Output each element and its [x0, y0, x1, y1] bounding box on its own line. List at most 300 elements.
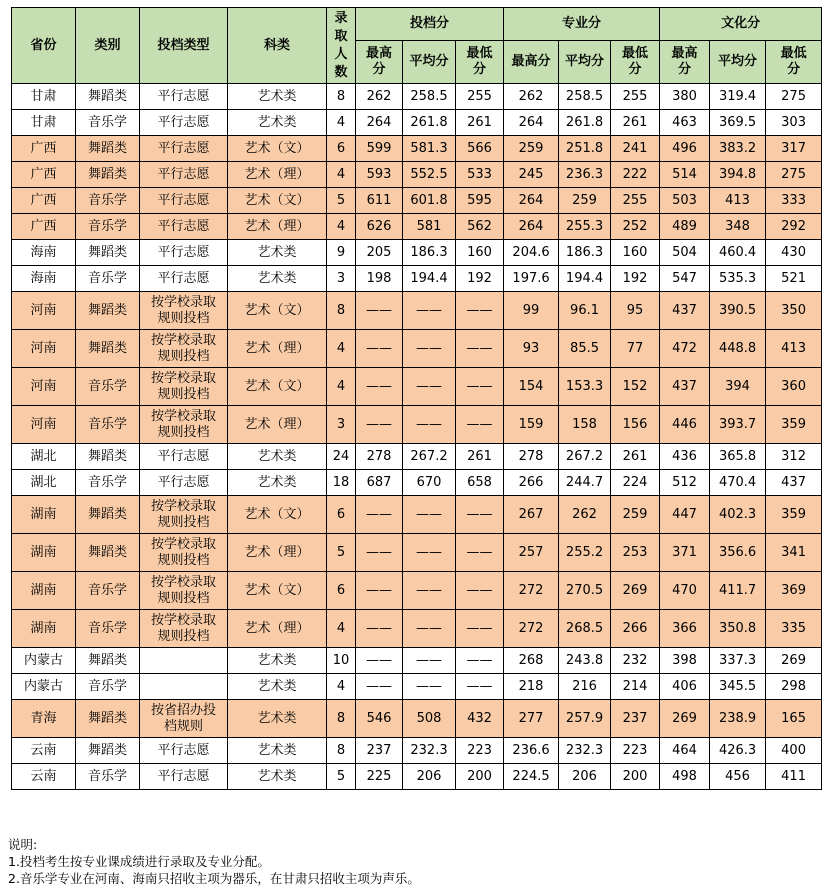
cell-wenhua-min: 411 — [766, 764, 822, 790]
cell-zhuanye-avg: 206 — [559, 764, 611, 790]
cell-subject-type: 艺术类 — [228, 700, 327, 738]
cell-admission-type — [140, 674, 228, 700]
cell-enrolled: 5 — [327, 188, 356, 214]
cell-admission-type: 按学校录取规则投档 — [140, 572, 228, 610]
cell-zhuanye-min: 252 — [611, 214, 660, 240]
cell-zhuanye-max: 259 — [504, 136, 559, 162]
cell-subject-type: 艺术类 — [228, 470, 327, 496]
note-item: 1.投档考生按专业课成绩进行录取及专业分配。 — [8, 854, 270, 869]
cell-subject-type: 艺术（理） — [228, 534, 327, 572]
cell-province: 河南 — [12, 330, 76, 368]
cell-admission-type: 平行志愿 — [140, 162, 228, 188]
cell-zhuanye-min: 253 — [611, 534, 660, 572]
cell-wenhua-min: 413 — [766, 330, 822, 368]
cell-toudang-min: 261 — [456, 444, 504, 470]
cell-admission-type: 平行志愿 — [140, 266, 228, 292]
cell-zhuanye-avg: 158 — [559, 406, 611, 444]
cell-zhuanye-avg: 236.3 — [559, 162, 611, 188]
cell-zhuanye-min: 232 — [611, 648, 660, 674]
cell-zhuanye-max: 264 — [504, 188, 559, 214]
cell-toudang-max: 593 — [356, 162, 403, 188]
cell-zhuanye-max: 278 — [504, 444, 559, 470]
cell-enrolled: 4 — [327, 610, 356, 648]
cell-category: 舞蹈类 — [76, 534, 140, 572]
cell-wenhua-min: 341 — [766, 534, 822, 572]
cell-toudang-avg: 232.3 — [403, 738, 456, 764]
cell-zhuanye-avg: 194.4 — [559, 266, 611, 292]
cell-toudang-max: —— — [356, 674, 403, 700]
cell-toudang-max: 225 — [356, 764, 403, 790]
cell-subject-type: 艺术（文） — [228, 572, 327, 610]
cell-subject-type: 艺术（文） — [228, 292, 327, 330]
cell-wenhua-min: 335 — [766, 610, 822, 648]
cell-toudang-avg: 508 — [403, 700, 456, 738]
cell-category: 舞蹈类 — [76, 330, 140, 368]
cell-toudang-max: —— — [356, 292, 403, 330]
cell-zhuanye-max: 197.6 — [504, 266, 559, 292]
header-toudang-max: 最高分 — [356, 41, 403, 84]
cell-category: 舞蹈类 — [76, 444, 140, 470]
cell-admission-type: 平行志愿 — [140, 470, 228, 496]
cell-wenhua-avg: 337.3 — [710, 648, 766, 674]
cell-toudang-avg: —— — [403, 610, 456, 648]
cell-wenhua-max: 464 — [660, 738, 710, 764]
cell-wenhua-max: 269 — [660, 700, 710, 738]
cell-enrolled: 10 — [327, 648, 356, 674]
cell-zhuanye-avg: 85.5 — [559, 330, 611, 368]
cell-toudang-avg: 581.3 — [403, 136, 456, 162]
cell-zhuanye-min: 269 — [611, 572, 660, 610]
cell-zhuanye-min: 152 — [611, 368, 660, 406]
cell-category: 音乐学 — [76, 674, 140, 700]
cell-subject-type: 艺术类 — [228, 84, 327, 110]
cell-zhuanye-max: 154 — [504, 368, 559, 406]
table-row — [12, 136, 822, 162]
cell-enrolled: 8 — [327, 738, 356, 764]
cell-zhuanye-min: 237 — [611, 700, 660, 738]
cell-zhuanye-max: 99 — [504, 292, 559, 330]
cell-province: 广西 — [12, 162, 76, 188]
cell-admission-type: 按省招办投档规则 — [140, 700, 228, 738]
cell-zhuanye-max: 204.6 — [504, 240, 559, 266]
cell-zhuanye-max: 264 — [504, 110, 559, 136]
header-wenhua-max: 最高分 — [660, 41, 710, 84]
cell-province: 广西 — [12, 136, 76, 162]
table-row — [12, 444, 822, 470]
table-row — [12, 368, 822, 406]
notes — [8, 836, 420, 887]
cell-wenhua-max: 436 — [660, 444, 710, 470]
cell-toudang-min: 261 — [456, 110, 504, 136]
cell-toudang-avg: —— — [403, 368, 456, 406]
table-row — [12, 496, 822, 534]
cell-wenhua-min: 312 — [766, 444, 822, 470]
cell-toudang-min: 566 — [456, 136, 504, 162]
cell-toudang-avg: 670 — [403, 470, 456, 496]
cell-toudang-max: 237 — [356, 738, 403, 764]
table-row — [12, 240, 822, 266]
cell-province: 河南 — [12, 406, 76, 444]
cell-wenhua-min: 521 — [766, 266, 822, 292]
cell-wenhua-avg: 394.8 — [710, 162, 766, 188]
cell-zhuanye-min: 77 — [611, 330, 660, 368]
cell-wenhua-avg: 402.3 — [710, 496, 766, 534]
header-wenhua-avg: 平均分 — [710, 41, 766, 84]
cell-subject-type: 艺术类 — [228, 648, 327, 674]
cell-enrolled: 8 — [327, 700, 356, 738]
table-row — [12, 110, 822, 136]
cell-toudang-min: —— — [456, 368, 504, 406]
cell-toudang-min: —— — [456, 330, 504, 368]
cell-wenhua-avg: 319.4 — [710, 84, 766, 110]
cell-zhuanye-min: 223 — [611, 738, 660, 764]
cell-wenhua-min: 275 — [766, 162, 822, 188]
cell-zhuanye-min: 259 — [611, 496, 660, 534]
header-admission-type: 投档类型 — [140, 8, 228, 84]
cell-admission-type: 平行志愿 — [140, 444, 228, 470]
cell-toudang-min: 223 — [456, 738, 504, 764]
cell-category: 舞蹈类 — [76, 292, 140, 330]
table-row — [12, 700, 822, 738]
header-zhuanye-max: 最高分 — [504, 41, 559, 84]
cell-zhuanye-max: 224.5 — [504, 764, 559, 790]
cell-wenhua-avg: 383.2 — [710, 136, 766, 162]
cell-wenhua-max: 489 — [660, 214, 710, 240]
cell-admission-type: 按学校录取规则投档 — [140, 496, 228, 534]
cell-wenhua-min: 303 — [766, 110, 822, 136]
cell-wenhua-min: 165 — [766, 700, 822, 738]
cell-wenhua-max: 437 — [660, 368, 710, 406]
cell-toudang-min: —— — [456, 648, 504, 674]
cell-province: 广西 — [12, 188, 76, 214]
cell-toudang-max: 611 — [356, 188, 403, 214]
cell-zhuanye-max: 272 — [504, 572, 559, 610]
cell-subject-type: 艺术类 — [228, 266, 327, 292]
cell-toudang-min: —— — [456, 406, 504, 444]
cell-category: 音乐学 — [76, 214, 140, 240]
cell-subject-type: 艺术类 — [228, 764, 327, 790]
cell-enrolled: 4 — [327, 110, 356, 136]
cell-enrolled: 6 — [327, 136, 356, 162]
note-item: 2.音乐学专业在河南、海南只招收主项为器乐，在甘肃只招收主项为声乐。 — [8, 871, 420, 886]
cell-enrolled: 6 — [327, 496, 356, 534]
header-wenhua-group: 文化分 — [660, 8, 822, 41]
cell-toudang-max: —— — [356, 496, 403, 534]
cell-zhuanye-max: 218 — [504, 674, 559, 700]
cell-toudang-avg: 267.2 — [403, 444, 456, 470]
cell-zhuanye-min: 255 — [611, 188, 660, 214]
cell-toudang-avg: 186.3 — [403, 240, 456, 266]
cell-admission-type: 平行志愿 — [140, 84, 228, 110]
cell-wenhua-min: 430 — [766, 240, 822, 266]
cell-province: 甘肃 — [12, 84, 76, 110]
table-row — [12, 84, 822, 110]
cell-zhuanye-min: 266 — [611, 610, 660, 648]
cell-admission-type: 平行志愿 — [140, 136, 228, 162]
cell-province: 湖南 — [12, 610, 76, 648]
cell-wenhua-max: 547 — [660, 266, 710, 292]
cell-admission-type: 按学校录取规则投档 — [140, 292, 228, 330]
cell-zhuanye-min: 261 — [611, 444, 660, 470]
cell-category: 舞蹈类 — [76, 700, 140, 738]
cell-toudang-min: 533 — [456, 162, 504, 188]
cell-toudang-avg: 206 — [403, 764, 456, 790]
cell-toudang-max: 205 — [356, 240, 403, 266]
table-body — [12, 84, 822, 790]
cell-wenhua-max: 503 — [660, 188, 710, 214]
cell-category: 音乐学 — [76, 188, 140, 214]
cell-wenhua-avg: 369.5 — [710, 110, 766, 136]
cell-category: 舞蹈类 — [76, 162, 140, 188]
cell-enrolled: 4 — [327, 368, 356, 406]
cell-toudang-avg: —— — [403, 572, 456, 610]
cell-toudang-max: —— — [356, 330, 403, 368]
cell-zhuanye-min: 222 — [611, 162, 660, 188]
cell-toudang-max: —— — [356, 648, 403, 674]
cell-toudang-min: —— — [456, 496, 504, 534]
cell-wenhua-avg: 460.4 — [710, 240, 766, 266]
cell-wenhua-max: 406 — [660, 674, 710, 700]
cell-province: 湖南 — [12, 534, 76, 572]
cell-wenhua-avg: 350.8 — [710, 610, 766, 648]
cell-wenhua-max: 380 — [660, 84, 710, 110]
cell-wenhua-min: 350 — [766, 292, 822, 330]
cell-wenhua-max: 398 — [660, 648, 710, 674]
cell-toudang-max: 687 — [356, 470, 403, 496]
cell-category: 舞蹈类 — [76, 496, 140, 534]
cell-toudang-min: 192 — [456, 266, 504, 292]
cell-toudang-avg: 581 — [403, 214, 456, 240]
cell-subject-type: 艺术（文） — [228, 136, 327, 162]
cell-toudang-min: 160 — [456, 240, 504, 266]
cell-category: 音乐学 — [76, 110, 140, 136]
cell-zhuanye-max: 257 — [504, 534, 559, 572]
cell-province: 湖南 — [12, 572, 76, 610]
cell-wenhua-avg: 348 — [710, 214, 766, 240]
cell-toudang-avg: —— — [403, 534, 456, 572]
cell-wenhua-min: 359 — [766, 496, 822, 534]
header-toudang-avg: 平均分 — [403, 41, 456, 84]
cell-wenhua-min: 400 — [766, 738, 822, 764]
cell-wenhua-max: 496 — [660, 136, 710, 162]
cell-zhuanye-min: 160 — [611, 240, 660, 266]
cell-wenhua-avg: 238.9 — [710, 700, 766, 738]
table-row — [12, 572, 822, 610]
table-row — [12, 266, 822, 292]
table-row — [12, 764, 822, 790]
cell-zhuanye-avg: 216 — [559, 674, 611, 700]
cell-toudang-avg: —— — [403, 292, 456, 330]
cell-toudang-max: —— — [356, 534, 403, 572]
cell-category: 舞蹈类 — [76, 738, 140, 764]
cell-admission-type: 按学校录取规则投档 — [140, 406, 228, 444]
table-row — [12, 162, 822, 188]
cell-zhuanye-avg: 232.3 — [559, 738, 611, 764]
cell-subject-type: 艺术（理） — [228, 162, 327, 188]
cell-wenhua-min: 269 — [766, 648, 822, 674]
cell-enrolled: 4 — [327, 162, 356, 188]
header-wenhua-min: 最低分 — [766, 41, 822, 84]
cell-wenhua-max: 512 — [660, 470, 710, 496]
cell-wenhua-avg: 411.7 — [710, 572, 766, 610]
cell-wenhua-min: 359 — [766, 406, 822, 444]
cell-toudang-min: 562 — [456, 214, 504, 240]
cell-enrolled: 4 — [327, 674, 356, 700]
cell-wenhua-avg: 535.3 — [710, 266, 766, 292]
cell-subject-type: 艺术（文） — [228, 496, 327, 534]
cell-wenhua-avg: 393.7 — [710, 406, 766, 444]
cell-zhuanye-avg: 255.2 — [559, 534, 611, 572]
cell-enrolled: 6 — [327, 572, 356, 610]
cell-zhuanye-avg: 96.1 — [559, 292, 611, 330]
cell-zhuanye-max: 93 — [504, 330, 559, 368]
table-row — [12, 648, 822, 674]
cell-admission-type: 平行志愿 — [140, 110, 228, 136]
cell-toudang-max: 626 — [356, 214, 403, 240]
table-row — [12, 292, 822, 330]
cell-zhuanye-avg: 262 — [559, 496, 611, 534]
header-toudang-min: 最低分 — [456, 41, 504, 84]
cell-admission-type: 按学校录取规则投档 — [140, 368, 228, 406]
cell-zhuanye-min: 214 — [611, 674, 660, 700]
cell-wenhua-max: 446 — [660, 406, 710, 444]
cell-admission-type: 平行志愿 — [140, 764, 228, 790]
cell-wenhua-avg: 356.6 — [710, 534, 766, 572]
cell-toudang-min: —— — [456, 572, 504, 610]
cell-toudang-max: —— — [356, 406, 403, 444]
cell-subject-type: 艺术（理） — [228, 610, 327, 648]
cell-subject-type: 艺术（理） — [228, 330, 327, 368]
cell-category: 音乐学 — [76, 572, 140, 610]
cell-subject-type: 艺术类 — [228, 444, 327, 470]
table-row — [12, 470, 822, 496]
cell-wenhua-avg: 390.5 — [710, 292, 766, 330]
cell-wenhua-min: 317 — [766, 136, 822, 162]
header-zhuanye-group: 专业分 — [504, 8, 660, 41]
cell-zhuanye-avg: 257.9 — [559, 700, 611, 738]
cell-zhuanye-avg: 153.3 — [559, 368, 611, 406]
cell-zhuanye-avg: 258.5 — [559, 84, 611, 110]
cell-enrolled: 4 — [327, 214, 356, 240]
cell-toudang-avg: 258.5 — [403, 84, 456, 110]
cell-wenhua-avg: 426.3 — [710, 738, 766, 764]
cell-wenhua-max: 366 — [660, 610, 710, 648]
cell-zhuanye-max: 277 — [504, 700, 559, 738]
cell-wenhua-avg: 413 — [710, 188, 766, 214]
cell-toudang-max: —— — [356, 368, 403, 406]
cell-zhuanye-avg: 267.2 — [559, 444, 611, 470]
cell-zhuanye-max: 266 — [504, 470, 559, 496]
cell-province: 湖北 — [12, 470, 76, 496]
cell-zhuanye-avg: 251.8 — [559, 136, 611, 162]
cell-wenhua-min: 360 — [766, 368, 822, 406]
cell-admission-type: 平行志愿 — [140, 240, 228, 266]
cell-zhuanye-avg: 186.3 — [559, 240, 611, 266]
cell-subject-type: 艺术（文） — [228, 368, 327, 406]
table-row — [12, 534, 822, 572]
cell-toudang-avg: 601.8 — [403, 188, 456, 214]
cell-zhuanye-max: 264 — [504, 214, 559, 240]
cell-admission-type: 按学校录取规则投档 — [140, 534, 228, 572]
cell-wenhua-max: 371 — [660, 534, 710, 572]
cell-toudang-max: 198 — [356, 266, 403, 292]
cell-province: 广西 — [12, 214, 76, 240]
cell-toudang-avg: 261.8 — [403, 110, 456, 136]
cell-province: 内蒙古 — [12, 674, 76, 700]
cell-enrolled: 4 — [327, 330, 356, 368]
cell-enrolled: 24 — [327, 444, 356, 470]
header-zhuanye-min: 最低分 — [611, 41, 660, 84]
header-subject-type: 科类 — [228, 8, 327, 84]
cell-toudang-min: —— — [456, 610, 504, 648]
cell-wenhua-avg: 365.8 — [710, 444, 766, 470]
cell-zhuanye-min: 255 — [611, 84, 660, 110]
cell-zhuanye-min: 261 — [611, 110, 660, 136]
cell-toudang-min: 255 — [456, 84, 504, 110]
cell-zhuanye-min: 241 — [611, 136, 660, 162]
cell-toudang-max: —— — [356, 572, 403, 610]
table-row — [12, 330, 822, 368]
cell-toudang-avg: —— — [403, 330, 456, 368]
cell-admission-type — [140, 648, 228, 674]
cell-toudang-avg: —— — [403, 674, 456, 700]
cell-toudang-avg: —— — [403, 648, 456, 674]
cell-wenhua-min: 275 — [766, 84, 822, 110]
cell-zhuanye-max: 245 — [504, 162, 559, 188]
cell-province: 青海 — [12, 700, 76, 738]
header-province: 省份 — [12, 8, 76, 84]
cell-toudang-max: 262 — [356, 84, 403, 110]
header-enrolled: 录取人数 — [327, 8, 356, 84]
admission-scores-table — [11, 7, 822, 790]
cell-zhuanye-avg: 261.8 — [559, 110, 611, 136]
cell-wenhua-avg: 456 — [710, 764, 766, 790]
cell-category: 音乐学 — [76, 368, 140, 406]
cell-zhuanye-max: 159 — [504, 406, 559, 444]
cell-enrolled: 5 — [327, 534, 356, 572]
cell-toudang-max: 278 — [356, 444, 403, 470]
cell-province: 云南 — [12, 764, 76, 790]
cell-zhuanye-avg: 243.8 — [559, 648, 611, 674]
cell-admission-type: 平行志愿 — [140, 214, 228, 240]
cell-province: 河南 — [12, 368, 76, 406]
cell-zhuanye-max: 267 — [504, 496, 559, 534]
cell-subject-type: 艺术（理） — [228, 214, 327, 240]
table-row — [12, 214, 822, 240]
cell-wenhua-max: 470 — [660, 572, 710, 610]
cell-wenhua-min: 333 — [766, 188, 822, 214]
cell-zhuanye-avg: 270.5 — [559, 572, 611, 610]
cell-zhuanye-min: 192 — [611, 266, 660, 292]
cell-zhuanye-avg: 259 — [559, 188, 611, 214]
cell-enrolled: 18 — [327, 470, 356, 496]
cell-toudang-avg: —— — [403, 406, 456, 444]
cell-subject-type: 艺术类 — [228, 674, 327, 700]
table-row — [12, 610, 822, 648]
cell-wenhua-min: 437 — [766, 470, 822, 496]
cell-admission-type: 平行志愿 — [140, 188, 228, 214]
cell-zhuanye-avg: 268.5 — [559, 610, 611, 648]
cell-category: 舞蹈类 — [76, 84, 140, 110]
cell-zhuanye-max: 272 — [504, 610, 559, 648]
cell-toudang-min: 200 — [456, 764, 504, 790]
cell-category: 音乐学 — [76, 470, 140, 496]
cell-wenhua-max: 498 — [660, 764, 710, 790]
cell-toudang-min: —— — [456, 292, 504, 330]
cell-wenhua-max: 514 — [660, 162, 710, 188]
cell-wenhua-avg: 345.5 — [710, 674, 766, 700]
header-category: 类别 — [76, 8, 140, 84]
